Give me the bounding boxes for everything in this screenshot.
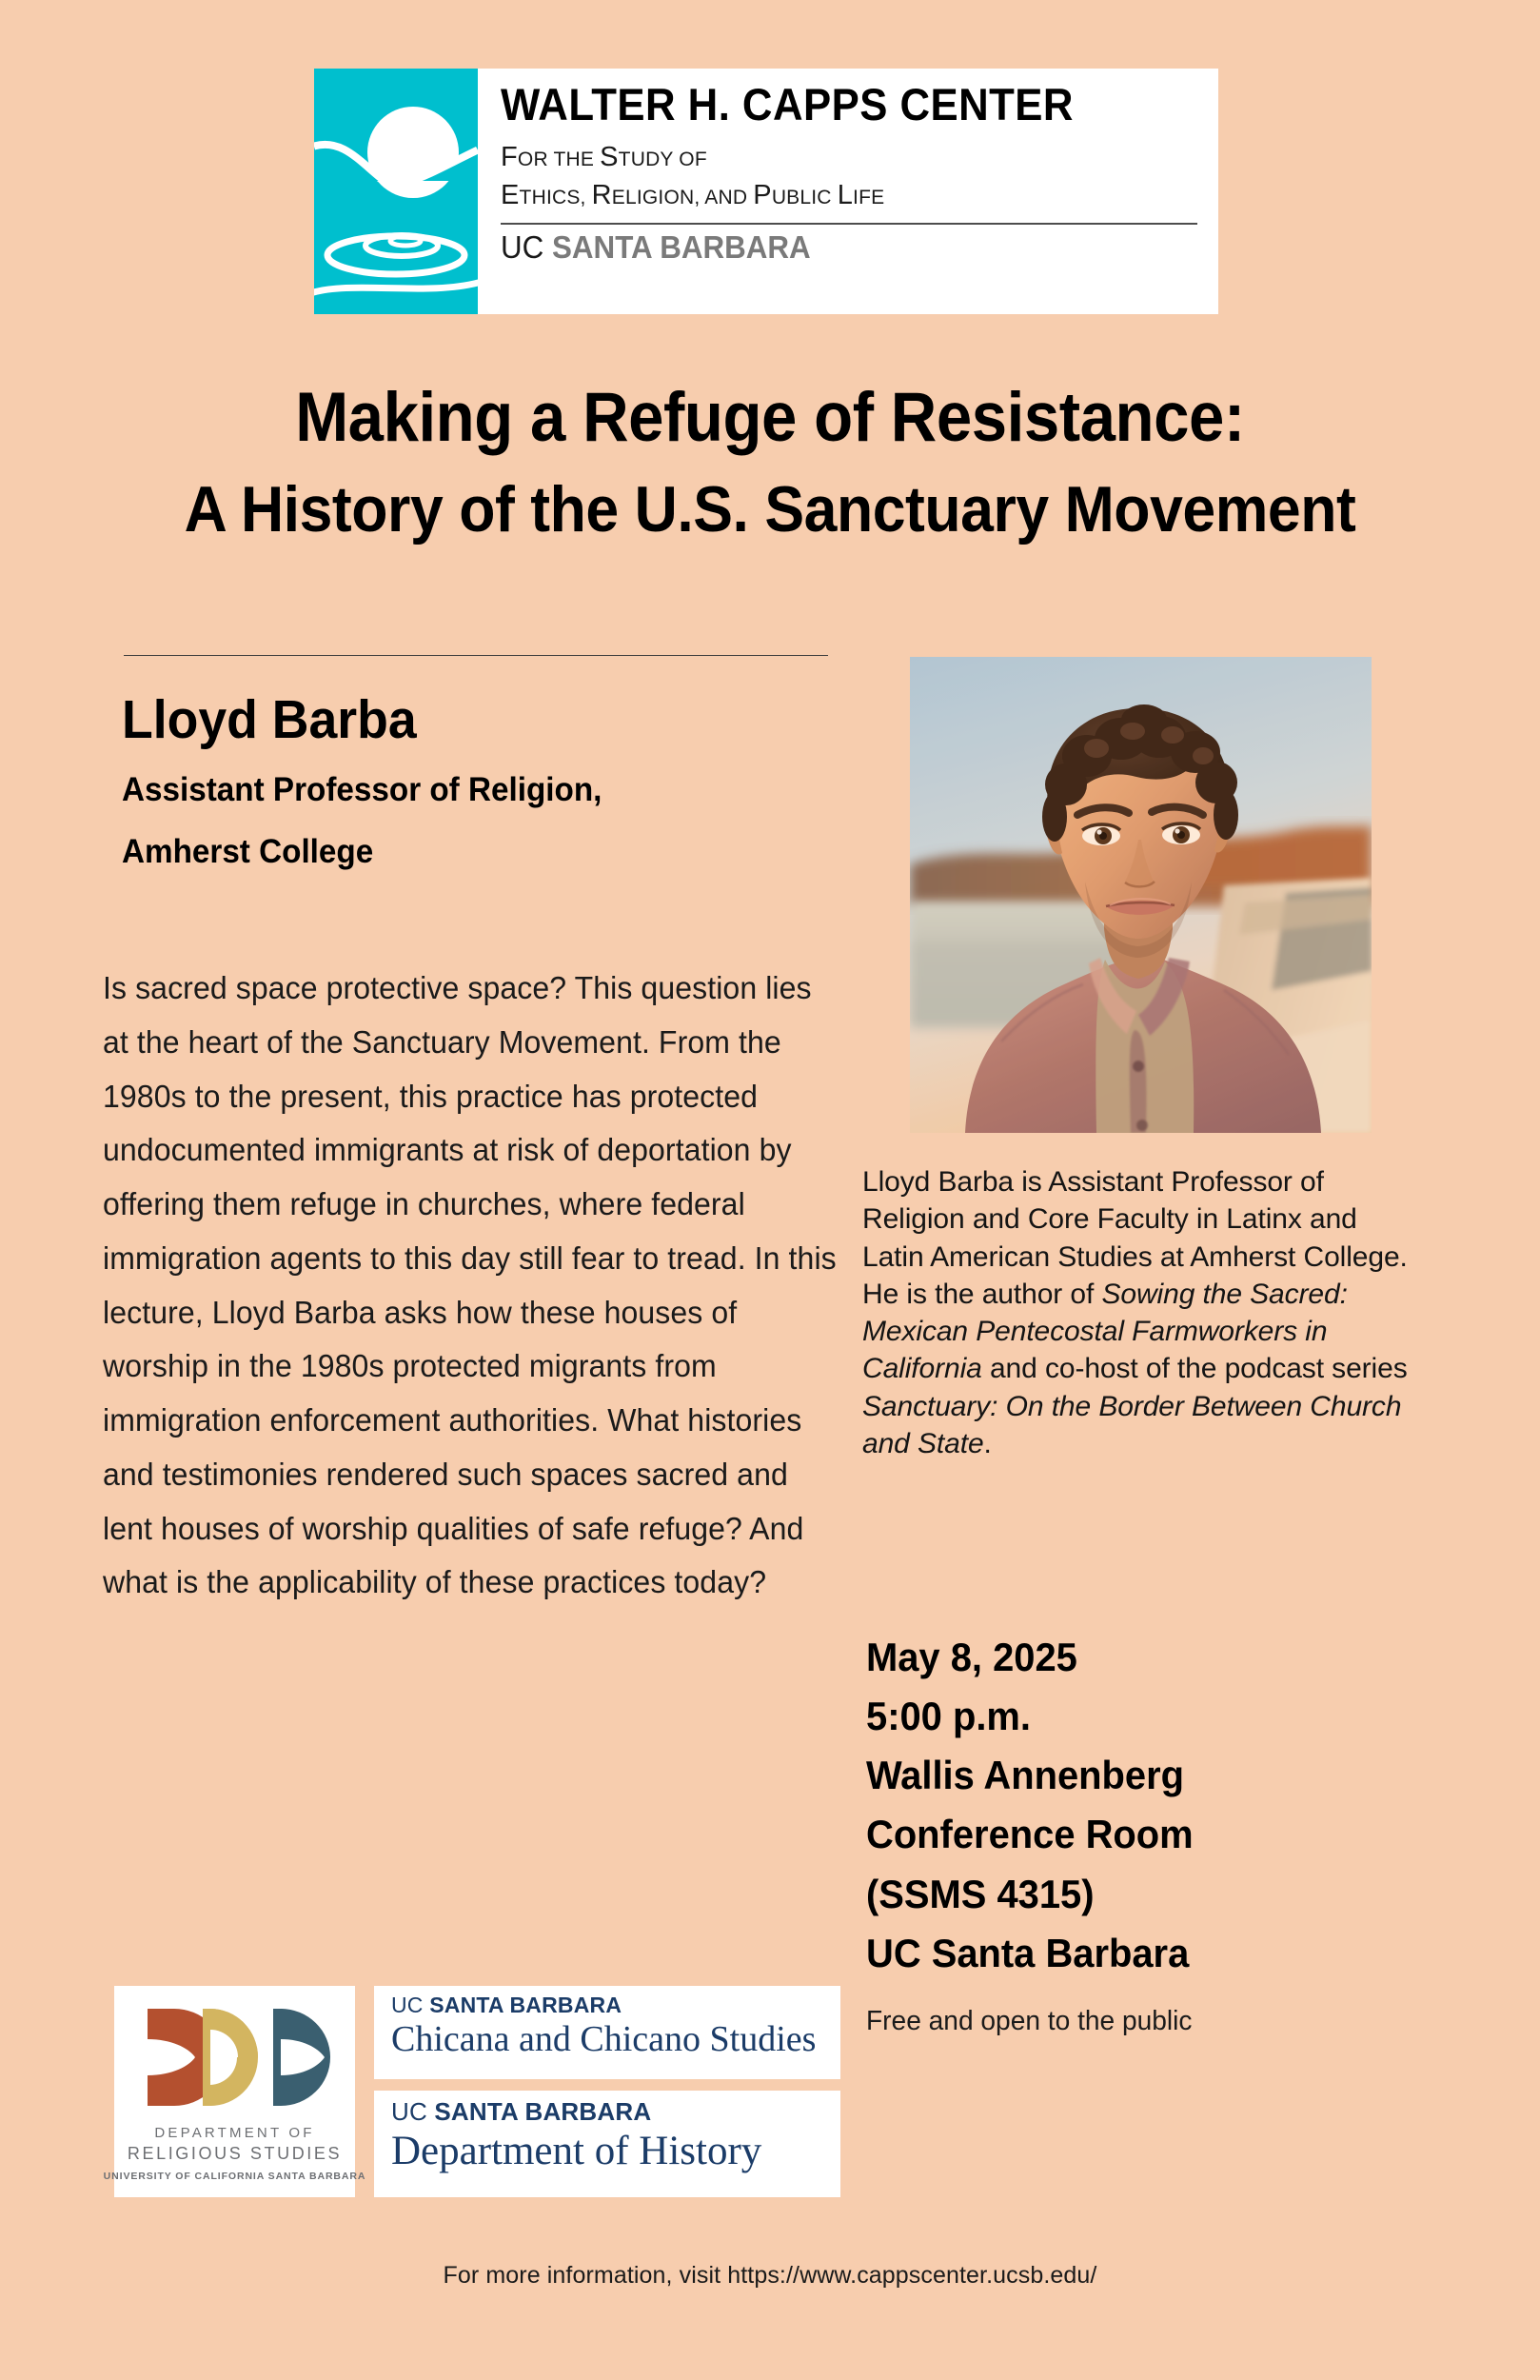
logo-divider — [501, 223, 1197, 225]
capps-wordmark — [478, 69, 1218, 314]
capps-center-logo — [314, 69, 1218, 314]
speaker-role-line-2: Amherst College — [122, 832, 374, 870]
chicano-uc-text: UC — [391, 1993, 430, 2017]
bio-part-3: . — [983, 1428, 992, 1460]
event-time: 5:00 p.m. — [866, 1694, 1031, 1739]
drs-line-3: UNIVERSITY OF CALIFORNIA SANTA BARBARA — [103, 2171, 366, 2182]
history-santa-barbara-text: SANTA BARBARA — [434, 2097, 652, 2126]
title-line-1: Making a Refuge of Resistance: — [295, 379, 1245, 456]
page-title — [0, 381, 1540, 545]
abstract-text: Is sacred space protective space? This question lies at the heart of the Sanctuary Movement. From the 1980s to the present, this practice has protected undocumented immigrants at risk of deportation by offering them refuge in churches, where federal immigration agents to this day still fear to tread. In this lecture, Lloyd Barba asks how these houses of worship in the 1980s protected migrants from immigration enforcement authorities. What histories and testimonies rendered such spaces sacred and lent houses of worship qualities of safe refuge? And what is the applicability of these practices today? — [103, 970, 837, 1600]
speaker-block — [122, 690, 845, 897]
event-admission: Free and open to the public — [866, 2005, 1193, 2036]
speaker-role-line-1: Assistant Professor of Religion, — [122, 770, 602, 808]
history-department-logo — [374, 2091, 840, 2197]
drs-monogram-icon — [140, 2001, 330, 2113]
drs-line-2: RELIGIOUS STUDIES — [127, 2144, 343, 2163]
speaker-portrait-photo — [910, 657, 1372, 1133]
title-line-2: A History of the U.S. Sanctuary Movement — [184, 472, 1356, 545]
event-venue-line-2: Conference Room — [866, 1812, 1194, 1857]
history-department-name: Department of History — [391, 2128, 762, 2173]
chicano-santa-barbara-text: SANTA BARBARA — [429, 1993, 622, 2017]
capps-center-title: WALTER H. CAPPS CENTER — [501, 79, 1074, 129]
capps-sun-water-icon — [314, 69, 478, 314]
event-date: May 8, 2025 — [866, 1635, 1077, 1679]
event-institution: UC Santa Barbara — [866, 1930, 1190, 1975]
section-divider — [124, 655, 828, 656]
capps-subtitle-line1: FOR THE STUDY OF — [501, 142, 707, 172]
religious-studies-logo — [103, 1986, 366, 2197]
history-uc-line — [391, 2098, 825, 2126]
chicano-uc-line — [391, 1993, 825, 2017]
bio-part-2: and co-host of the podcast series — [981, 1353, 1408, 1385]
uc-text: UC — [501, 229, 553, 266]
capps-subtitle-line2: ETHICS, RELIGION, AND PUBLIC LIFE — [501, 180, 885, 211]
speaker-name: Lloyd Barba — [122, 689, 417, 750]
bio-part-1: Lloyd Barba is Assistant Professor of Religion and Core Faculty in Latinx and Latin American Studies at Amherst College. He is the author of — [862, 1166, 1408, 1310]
event-details — [866, 1628, 1437, 2037]
santa-barbara-text: SANTA BARBARA — [552, 229, 811, 266]
event-venue-line-1: Wallis Annenberg — [866, 1753, 1185, 1798]
event-venue-line-3: (SSMS 4315) — [866, 1871, 1095, 1916]
speaker-bio — [862, 1163, 1414, 1462]
footer-info: For more information, visit https://www.cappscenter.ucsb.edu/ — [443, 2262, 1097, 2289]
capps-ucsb-line — [501, 229, 1162, 266]
chicano-department-name: Chicana and Chicano Studies — [391, 2019, 817, 2060]
history-uc-text: UC — [391, 2097, 435, 2126]
drs-line-1: DEPARTMENT OF — [154, 2125, 315, 2141]
bio-book-title: Sowing the Sacred: Mexican Pentecostal Farmworkers in California — [862, 1278, 1348, 1385]
chicana-chicano-studies-logo — [374, 1986, 840, 2079]
bio-podcast-title: Sanctuary: On the Border Between Church and State — [862, 1390, 1402, 1460]
